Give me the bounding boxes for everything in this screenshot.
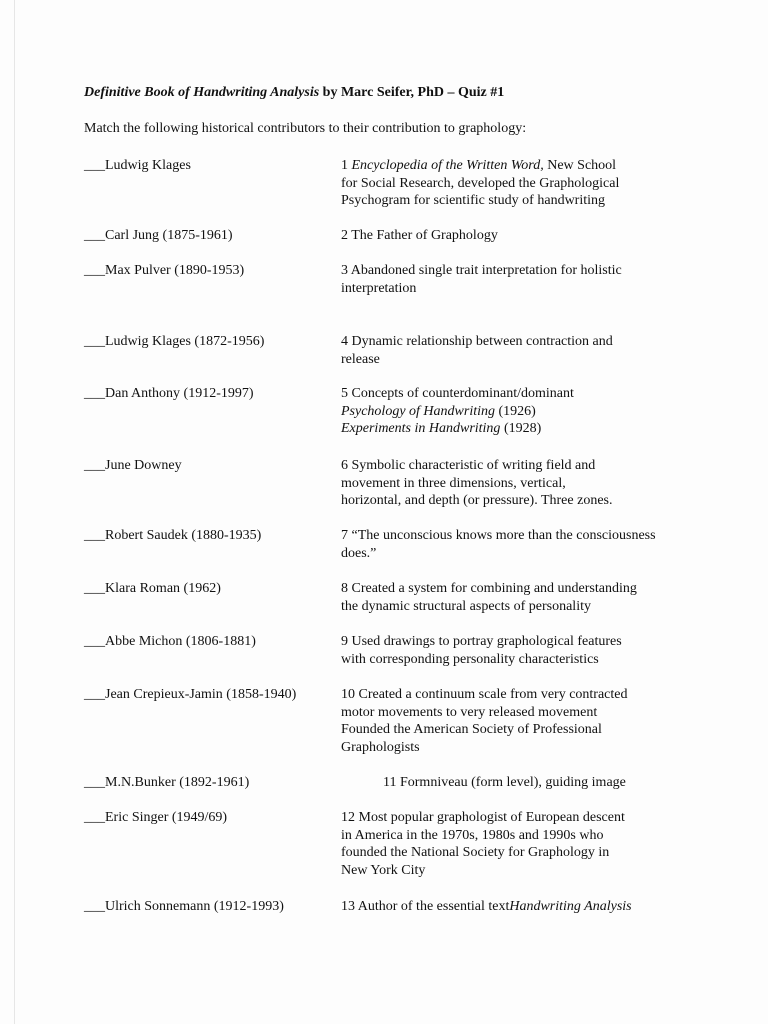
contribution-text: 3 Abandoned single trait interpretation for holistic (341, 263, 622, 278)
title-author: by Marc Seifer, PhD – Quiz #1 (319, 85, 505, 100)
contribution-text: New York City (341, 863, 426, 879)
contribution-11 (341, 774, 626, 792)
contribution-text: 2 The Father of Graphology (341, 228, 498, 243)
contribution-text: 11 Formniveau (form level), guiding image (383, 775, 626, 790)
contribution-10 (341, 686, 628, 757)
contribution-3 (341, 262, 622, 297)
page-edge-divider (14, 0, 15, 1024)
contribution-text: for Social Research, developed the Graphological (341, 175, 620, 191)
contribution-text: New School (543, 158, 617, 173)
contribution-13 (341, 898, 632, 916)
contributor-7: ___Robert Saudek (1880-1935) (84, 528, 262, 543)
contribution-text: in America in the 1970s, 1980s and 1990s who (341, 827, 604, 843)
contribution-5 (341, 385, 574, 438)
quiz-title (84, 85, 504, 101)
book-title-handwriting-analysis: Handwriting Analysis (509, 899, 632, 914)
contribution-text: movement in three dimensions, vertical, (341, 475, 566, 491)
contributor-3: ___Max Pulver (1890-1953) (84, 263, 245, 278)
contribution-8 (341, 580, 637, 615)
contribution-text: 5 Concepts of counterdominant/dominant (341, 386, 574, 401)
contribution-1 (341, 157, 619, 210)
contributor-12: ___Eric Singer (1949/69) (84, 810, 228, 825)
contribution-6 (341, 457, 612, 510)
contribution-text: Psychogram for scientific study of handwriting (341, 193, 606, 209)
contributor-13: ___Ulrich Sonnemann (1912-1993) (84, 899, 284, 914)
contribution-text: 4 Dynamic relationship between contraction and (341, 334, 613, 349)
encyclopedia-title: Encyclopedia of the Written Word, (351, 158, 544, 173)
contribution-9 (341, 633, 622, 668)
contribution-7 (341, 527, 656, 562)
contribution-text: 7 “The unconscious knows more than the consciousness (341, 528, 656, 543)
contribution-text: Founded the American Society of Professional (341, 722, 602, 738)
contributor-11: ___M.N.Bunker (1892-1961) (84, 775, 250, 790)
contribution-text: with corresponding personality characteristics (341, 651, 599, 667)
contributor-10: ___Jean Crepieux-Jamin (1858-1940) (84, 687, 297, 702)
contribution-text: 10 Created a continuum scale from very contracted (341, 687, 628, 702)
book-title-psychology: Psychology of Handwriting (341, 403, 495, 419)
contributor-1: ___Ludwig Klages (84, 158, 191, 173)
contributor-6: ___June Downey (84, 458, 182, 473)
contribution-12 (341, 809, 625, 880)
instructions: Match the following historical contributors to their contribution to graphology: (84, 121, 527, 136)
contribution-text: horizontal, and depth (or pressure). Three zones. (341, 493, 613, 509)
contribution-text: founded the National Society for Graphology in (341, 845, 610, 861)
contribution-text: 9 Used drawings to portray graphological features (341, 634, 622, 649)
contribution-text: does.” (341, 545, 377, 561)
book-title-experiments: Experiments in Handwriting (341, 421, 501, 437)
contribution-text: (1926) (495, 403, 536, 419)
contribution-4 (341, 333, 613, 368)
contribution-text: (1928) (500, 421, 542, 437)
contribution-text: interpretation (341, 280, 417, 296)
contribution-text: 6 Symbolic characteristic of writing field and (341, 458, 596, 473)
contribution-text: motor movements to very released movement (341, 704, 598, 720)
contribution-2 (341, 227, 498, 245)
contribution-text: 13 Author of the essential text (341, 899, 510, 914)
contribution-text: Graphologists (341, 740, 420, 756)
contribution-text: release (341, 351, 380, 367)
contributor-9: ___Abbe Michon (1806-1881) (84, 634, 256, 649)
book-title: Definitive Book of Handwriting Analysis (84, 85, 320, 100)
contribution-text: the dynamic structural aspects of personality (341, 598, 591, 614)
contributor-8: ___Klara Roman (1962) (84, 581, 221, 596)
contribution-text: 12 Most popular graphologist of European descent (341, 810, 625, 825)
contributor-4: ___Ludwig Klages (1872-1956) (84, 334, 265, 349)
contributor-5: ___Dan Anthony (1912-1997) (84, 386, 254, 401)
contributor-2: ___Carl Jung (1875-1961) (84, 228, 233, 243)
contribution-text: 8 Created a system for combining and understanding (341, 581, 637, 596)
item-number: 1 (341, 158, 352, 173)
